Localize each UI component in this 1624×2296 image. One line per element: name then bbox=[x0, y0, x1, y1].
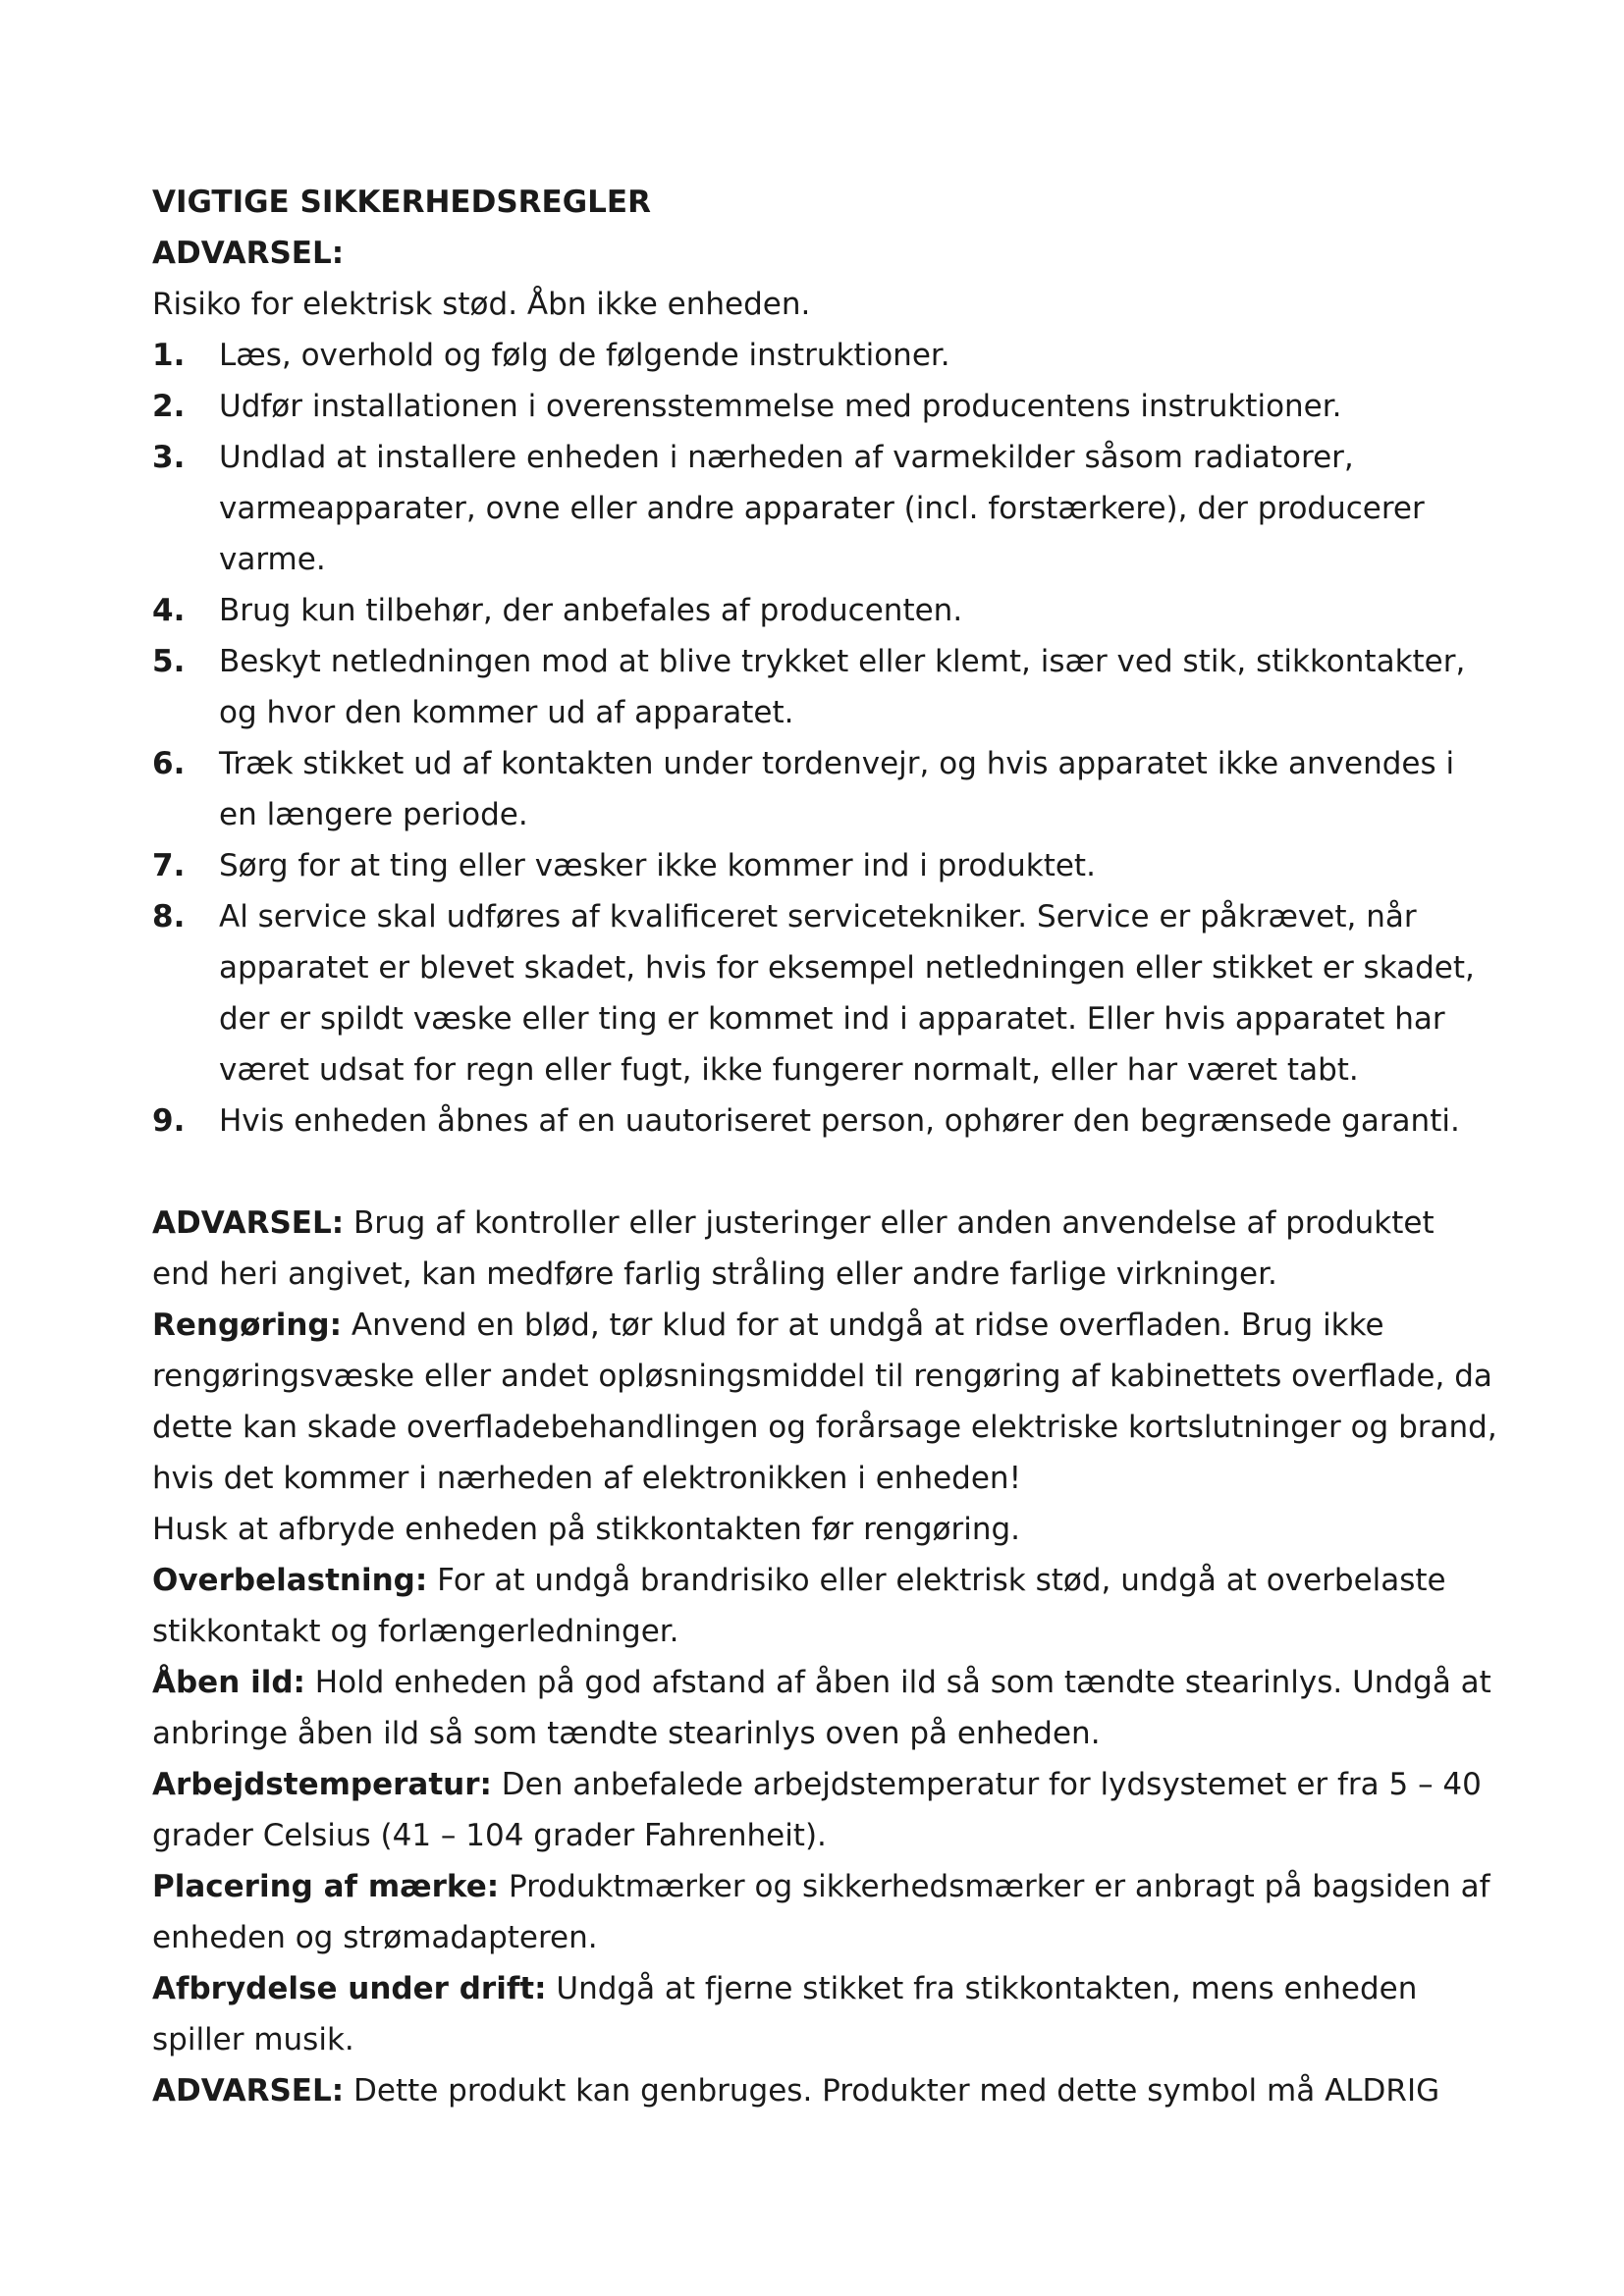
list-item bbox=[152, 891, 1497, 1095]
item-text: Beskyt netledningen mod at blive trykket eller klemt, især ved stik, stikkontakter, og hvor den kommer ud af apparatet. bbox=[219, 644, 1466, 730]
paragraph-label: Overbelastning: bbox=[152, 1563, 428, 1598]
item-text: Hvis enheden åbnes af en uautoriseret person, ophører den begrænsede garanti. bbox=[219, 1103, 1460, 1139]
item-number: 6. bbox=[152, 746, 186, 781]
paragraph-label: ADVARSEL: bbox=[152, 1205, 345, 1241]
paragraph-text: Brug af kontroller eller justeringer eller anden anvendelse af produktet end heri angivet, kan medføre farlig stråling eller andre farlige virkninger. bbox=[152, 1205, 1435, 1292]
paragraph-text: Husk at afbryde enheden på stikkontakten før rengøring. bbox=[152, 1512, 1021, 1547]
document-content bbox=[152, 177, 1497, 2116]
item-number: 7. bbox=[152, 848, 186, 883]
list-item bbox=[152, 738, 1497, 840]
paragraph-label: Afbrydelse under drift: bbox=[152, 1971, 547, 2006]
item-number: 2. bbox=[152, 389, 186, 424]
list-item bbox=[152, 381, 1497, 432]
paragraph-interruption bbox=[152, 1963, 1497, 2065]
list-item bbox=[152, 1095, 1497, 1147]
section-spacer bbox=[152, 1147, 1497, 1198]
list-item bbox=[152, 636, 1497, 738]
paragraph-advarsel-radiation bbox=[152, 1198, 1497, 1300]
paragraph-label: Placering af mærke: bbox=[152, 1869, 500, 1904]
paragraph-overload bbox=[152, 1555, 1497, 1657]
paragraph-text: Produktmærker og sikkerhedsmærker er anbragt på bagsiden af enheden og strømadapteren. bbox=[152, 1869, 1490, 1955]
item-number: 9. bbox=[152, 1103, 186, 1139]
paragraph-label: ADVARSEL: bbox=[152, 2073, 345, 2109]
paragraph-cleaning bbox=[152, 1300, 1497, 1504]
paragraph-label: Arbejdstemperatur: bbox=[152, 1767, 492, 1802]
paragraph-temperature bbox=[152, 1759, 1497, 1861]
document-title: VIGTIGE SIKKERHEDSREGLER bbox=[152, 185, 651, 220]
paragraph-text: Dette produkt kan genbruges. Produkter med dette symbol må ALDRIG bbox=[344, 2073, 1440, 2109]
warning-heading: ADVARSEL: bbox=[152, 236, 345, 271]
item-number: 3. bbox=[152, 440, 186, 475]
paragraph-open-flame bbox=[152, 1657, 1497, 1759]
item-text: Læs, overhold og følg de følgende instruktioner. bbox=[219, 338, 950, 373]
paragraph-label: Åben ild: bbox=[152, 1665, 305, 1700]
paragraph-text: Anvend en blød, tør klud for at undgå at ridse overfladen. Brug ikke rengøringsvæske eller andet opløsningsmiddel til rengøring af kabinettets overflade, da dette kan skade overfladebehandlingen og forårsage elektriske kortslutninger og brand, hvis det kommer i nærheden af elektronikken i enheden! bbox=[152, 1308, 1497, 1496]
paragraph-text: For at undgå brandrisiko eller elektrisk stød, undgå at overbelaste stikkontakt og forlængerledninger. bbox=[152, 1563, 1446, 1649]
list-item bbox=[152, 330, 1497, 381]
list-item bbox=[152, 840, 1497, 891]
paragraph-text: Undgå at fjerne stikket fra stikkontakten, mens enheden spiller musik. bbox=[152, 1971, 1418, 2057]
item-text: Sørg for at ting eller væsker ikke kommer ind i produktet. bbox=[219, 848, 1096, 883]
list-item bbox=[152, 585, 1497, 636]
paragraph-text: Den anbefalede arbejdstemperatur for lydsystemet er fra 5 – 40 grader Celsius (41 – 104 grader Fahrenheit). bbox=[152, 1767, 1482, 1853]
item-text: Udfør installationen i overensstemmelse med producentens instruktioner. bbox=[219, 389, 1342, 424]
paragraph-text: Hold enheden på god afstand af åben ild så som tændte stearinlys. Undgå at anbringe åben ild så som tændte stearinlys oven på enheden. bbox=[152, 1665, 1491, 1751]
list-item bbox=[152, 432, 1497, 585]
paragraph-advarsel-recycling bbox=[152, 2065, 1497, 2116]
item-number: 1. bbox=[152, 338, 186, 373]
item-text: Undlad at installere enheden i nærheden af varmekilder såsom radiatorer, varmeapparater, ovne eller andre apparater (incl. forstærkere), der producerer varme. bbox=[219, 440, 1425, 577]
instruction-list bbox=[152, 330, 1497, 1147]
paragraph-disconnect bbox=[152, 1504, 1497, 1555]
paragraph-label: Rengøring: bbox=[152, 1308, 343, 1343]
item-text: Træk stikket ud af kontakten under tordenvejr, og hvis apparatet ikke anvendes i en længere periode. bbox=[219, 746, 1455, 832]
item-text: Brug kun tilbehør, der anbefales af producenten. bbox=[219, 593, 963, 628]
warning-text: Risiko for elektrisk stød. Åbn ikke enheden. bbox=[152, 287, 811, 322]
paragraph-label-placement bbox=[152, 1861, 1497, 1963]
item-number: 4. bbox=[152, 593, 186, 628]
item-number: 5. bbox=[152, 644, 186, 679]
item-number: 8. bbox=[152, 899, 186, 934]
item-text: Al service skal udføres af kvalificeret servicetekniker. Service er påkrævet, når apparatet er blevet skadet, hvis for eksempel netledningen eller stikket er skadet, der er spildt væske eller ting er kommet ind i apparatet. Eller hvis apparatet har været udsat for regn eller fugt, ikke fungerer normalt, eller har været tabt. bbox=[219, 899, 1475, 1088]
